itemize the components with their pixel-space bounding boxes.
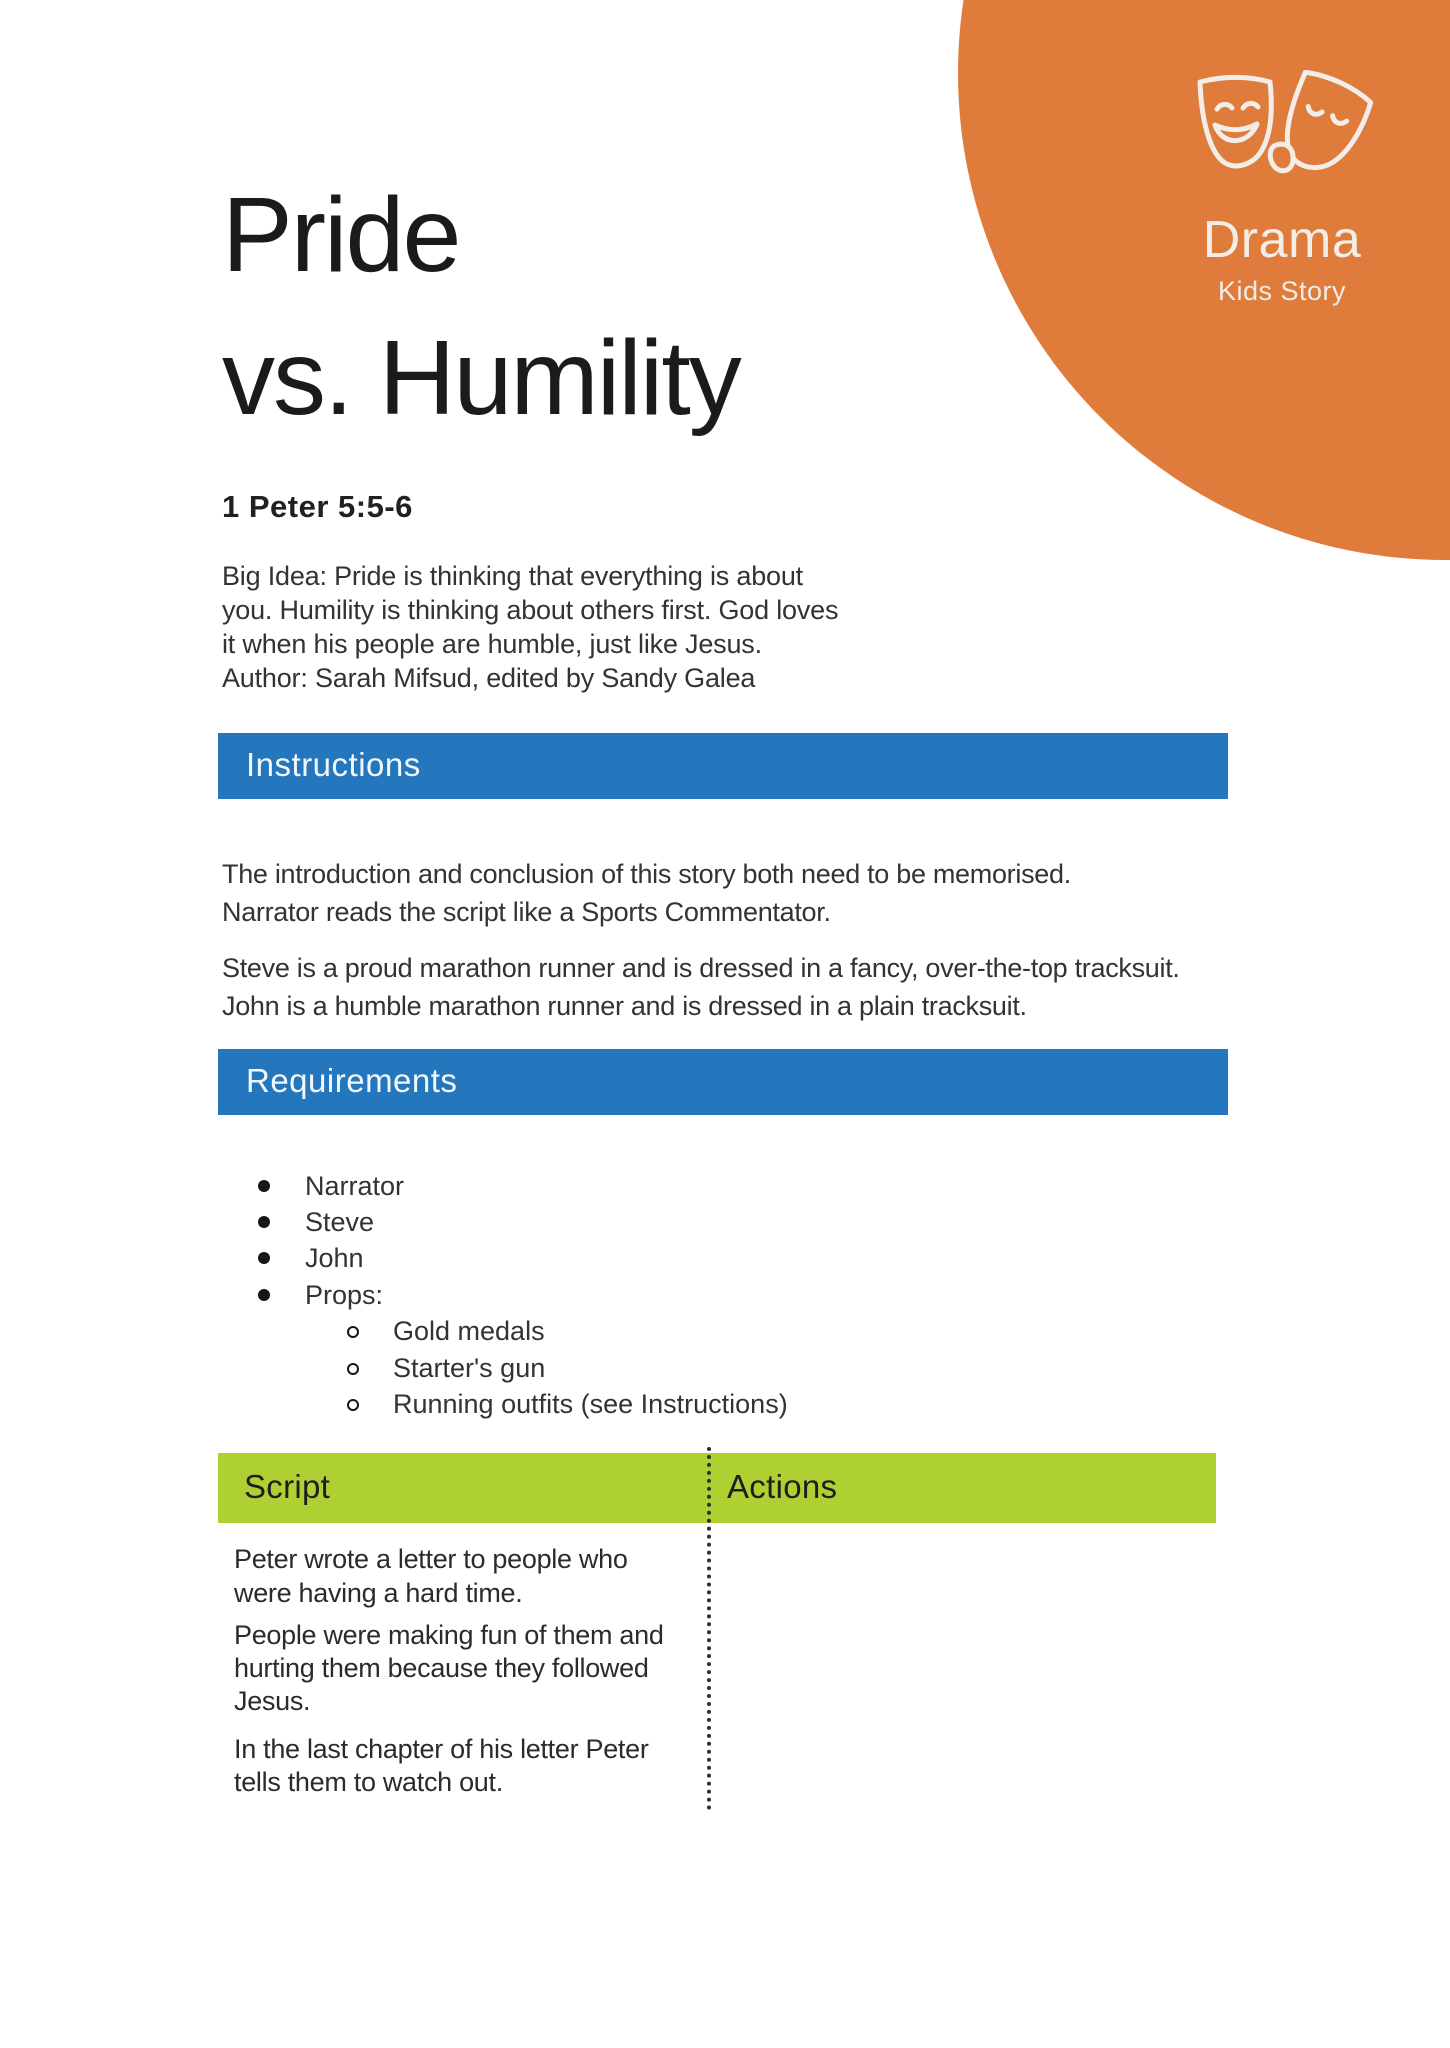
section-header-instructions: [218, 733, 1228, 799]
section-header-label: Instructions: [246, 746, 421, 783]
requirement-item-label: Steve: [305, 1207, 375, 1237]
drama-masks-icon: [1186, 70, 1376, 205]
circle-bullet-icon: [347, 1399, 359, 1411]
disc-bullet-icon: [258, 1252, 270, 1264]
script-cell-line: were having a hard time.: [234, 1578, 523, 1608]
brand-tagline: Kids Story: [1217, 276, 1347, 306]
instructions-paragraph-line: John is a humble marathon runner and is dressed in a plain tracksuit.: [222, 991, 1027, 1021]
disc-bullet-icon: [258, 1216, 270, 1228]
requirement-item-label: John: [305, 1243, 364, 1273]
instructions-paragraph-line: Steve is a proud marathon runner and is dressed in a fancy, over-the-top tracksuit.: [222, 953, 1180, 983]
section-header-label: Requirements: [246, 1062, 458, 1099]
section-header-requirements: [218, 1049, 1228, 1115]
page-title-line-1: Pride: [222, 176, 460, 294]
script-cell-line: hurting them because they followed: [234, 1653, 649, 1683]
verse-reference: 1 Peter 5:5-6: [222, 489, 413, 524]
disc-bullet-icon: [258, 1289, 270, 1301]
requirement-item-label: Props:: [305, 1280, 384, 1310]
instructions-paragraph-line: Narrator reads the script like a Sports Commentator.: [222, 897, 831, 927]
requirement-item-label: Narrator: [305, 1171, 405, 1201]
disc-bullet-icon: [258, 1180, 270, 1192]
script-cell-line: People were making fun of them and: [234, 1620, 664, 1650]
big-idea-line: you. Humility is thinking about others first. God loves: [222, 595, 839, 625]
script-cell-line: Peter wrote a letter to people who: [234, 1544, 628, 1574]
script-cell-line: tells them to watch out.: [234, 1767, 503, 1797]
actions-cell: [711, 1523, 1216, 1810]
script-cell-line: In the last chapter of his letter Peter: [234, 1734, 649, 1764]
big-idea-line: it when his people are humble, just like Jesus.: [222, 629, 762, 659]
script-cell-line: Jesus.: [234, 1686, 311, 1716]
table-header-script: Script: [244, 1468, 331, 1505]
props-sub-item-label: Gold medals: [393, 1316, 545, 1346]
instructions-paragraph-line: The introduction and conclusion of this story both need to be memorised.: [222, 859, 1071, 889]
circle-bullet-icon: [347, 1363, 359, 1375]
circle-bullet-icon: [347, 1326, 359, 1338]
props-sub-item-label: Running outfits (see Instructions): [393, 1389, 788, 1419]
brand-name: Drama: [1202, 211, 1362, 269]
props-sub-item-label: Starter's gun: [393, 1353, 546, 1383]
author-credit-line: Author: Sarah Mifsud, edited by Sandy Galea: [222, 663, 756, 693]
table-header-row: [218, 1453, 1216, 1523]
big-idea-line: Big Idea: Pride is thinking that everything is about: [222, 561, 803, 591]
table-header-actions: Actions: [727, 1468, 838, 1505]
page-title-line-2: vs. Humility: [222, 319, 740, 437]
